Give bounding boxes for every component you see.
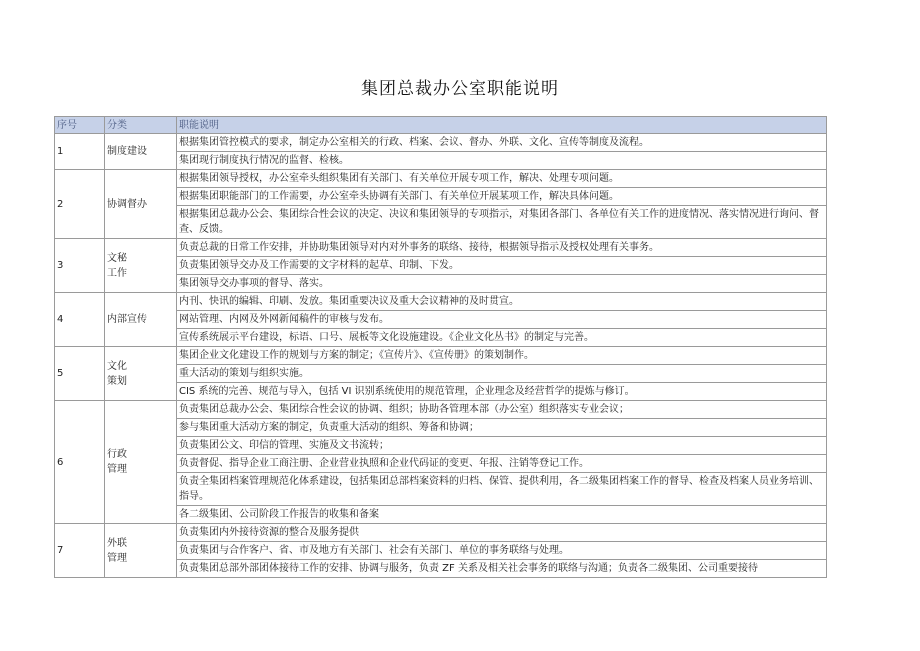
duty-description: 集团现行制度执行情况的监督、检核。	[177, 152, 827, 170]
row-category: 外联 管理	[105, 524, 177, 578]
table-row	[55, 293, 827, 311]
row-category: 内部宣传	[105, 293, 177, 347]
duty-description: 根据集团管控模式的要求，制定办公室相关的行政、档案、会议、督办、外联、文化、宣传等制度及流程。	[177, 134, 827, 152]
page-title: 集团总裁办公室职能说明	[361, 79, 559, 99]
duties-table	[54, 116, 827, 578]
row-category: 行政 管理	[105, 401, 177, 524]
table-row	[55, 524, 827, 542]
row-category: 制度建设	[105, 134, 177, 170]
duty-description: 网站管理、内网及外网新闻稿件的审核与发布。	[177, 311, 827, 329]
row-number: 1	[55, 134, 105, 170]
duty-description: 负责集团领导交办及工作需要的文字材料的起草、印制、下发。	[177, 257, 827, 275]
row-number: 4	[55, 293, 105, 347]
duty-description: 负责集团与合作客户、省、市及地方有关部门、社会有关部门、单位的事务联络与处理。	[177, 542, 827, 560]
header-duty: 职能说明	[177, 117, 827, 134]
header-no: 序号	[55, 117, 105, 134]
duty-description: 负责集团公文、印信的管理、实施及文书流转；	[177, 437, 827, 455]
row-category: 文秘 工作	[105, 239, 177, 293]
duty-description: 根据集团领导授权，办公室牵头组织集团有关部门、有关单位开展专项工作，解决、处理专项问题。	[177, 170, 827, 188]
duty-description: 负责总裁的日常工作安排，并协助集团领导对内对外事务的联络、接待，根据领导指示及授权处理有关事务。	[177, 239, 827, 257]
duty-description: 参与集团重大活动方案的制定，负责重大活动的组织、筹备和协调；	[177, 419, 827, 437]
table-row	[55, 170, 827, 188]
row-number: 6	[55, 401, 105, 524]
table-row	[55, 347, 827, 365]
row-number: 7	[55, 524, 105, 578]
table-body	[55, 134, 827, 578]
row-category: 协调督办	[105, 170, 177, 239]
duty-description: 内刊、快讯的编辑、印刷、发放。集团重要决议及重大会议精神的及时贯宣。	[177, 293, 827, 311]
row-number: 3	[55, 239, 105, 293]
table-row	[55, 239, 827, 257]
duty-description: 集团企业文化建设工作的规划与方案的制定；《宣传片》、《宣传册》的策划制作。	[177, 347, 827, 365]
duty-description: 负责集团内外接待资源的整合及服务提供	[177, 524, 827, 542]
duty-description: 根据集团职能部门的工作需要，办公室牵头协调有关部门、有关单位开展某项工作，解决具体问题。	[177, 188, 827, 206]
row-number: 5	[55, 347, 105, 401]
duty-description: 负责全集团档案管理规范化体系建设，包括集团总部档案资料的归档、保管、提供利用，各二级集团档案工作的督导、检查及档案人员业务培训、指导。	[177, 473, 827, 506]
header-category: 分类	[105, 117, 177, 134]
duty-description: 各二级集团、公司阶段工作报告的收集和备案	[177, 506, 827, 524]
table-row	[55, 134, 827, 152]
duty-description: 根据集团总裁办公会、集团综合性会议的决定、决议和集团领导的专项指示，对集团各部门、各单位有关工作的进度情况、落实情况进行询问、督查、反馈。	[177, 206, 827, 239]
duty-description: 重大活动的策划与组织实施。	[177, 365, 827, 383]
row-category: 文化 策划	[105, 347, 177, 401]
duty-description: CIS 系统的完善、规范与导入，包括 VI 识别系统使用的规范管理，企业理念及经营哲学的提炼与修订。	[177, 383, 827, 401]
duty-description: 集团领导交办事项的督导、落实。	[177, 275, 827, 293]
duty-description: 负责集团总裁办公会、集团综合性会议的协调、组织；协助各管理本部（办公室）组织落实专业会议；	[177, 401, 827, 419]
duty-description: 负责集团总部外部团体接待工作的安排、协调与服务，负责 ZF 关系及相关社会事务的联络与沟通；负责各二级集团、公司重要接待	[177, 560, 827, 578]
duty-description: 负责督促、指导企业工商注册、企业营业执照和企业代码证的变更、年报、注销等登记工作。	[177, 455, 827, 473]
table-header-row	[55, 117, 827, 134]
row-number: 2	[55, 170, 105, 239]
duty-description: 宣传系统展示平台建设，标语、口号、展板等文化设施建设。《企业文化丛书》的制定与完善。	[177, 329, 827, 347]
table-row	[55, 401, 827, 419]
